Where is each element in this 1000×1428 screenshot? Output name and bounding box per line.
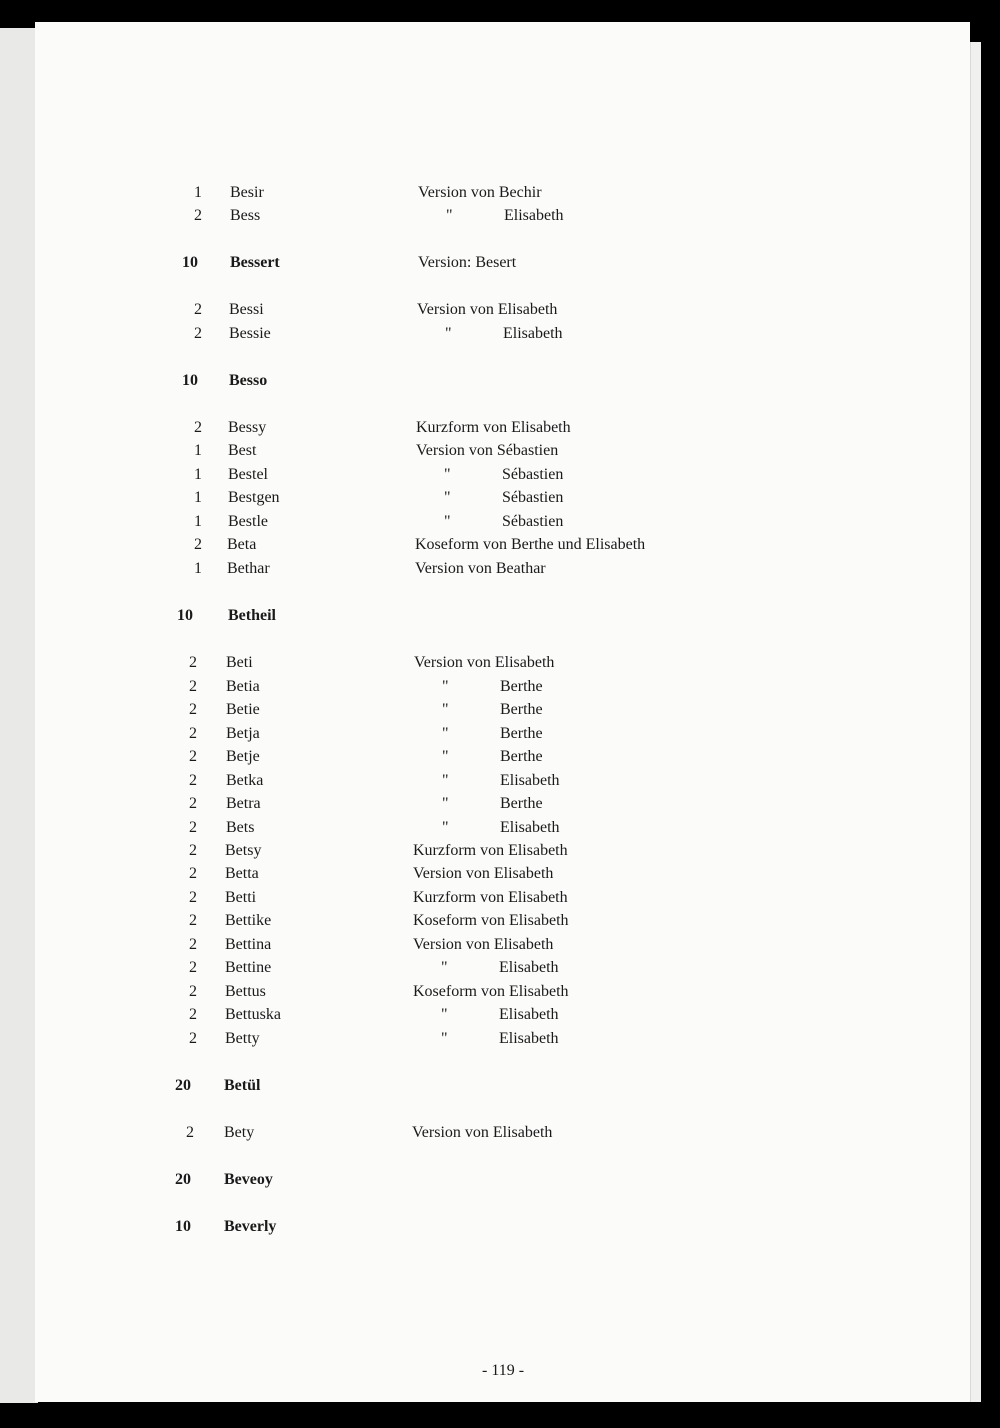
ditto-mark: " <box>441 1006 448 1023</box>
entry-number: 2 <box>194 301 202 318</box>
entry-number: 10 <box>175 1218 191 1235</box>
entry-number: 2 <box>189 795 197 812</box>
list-item <box>0 1218 1000 1240</box>
list-item <box>0 466 1000 488</box>
entry-number: 2 <box>189 842 197 859</box>
entry-number: 1 <box>194 466 202 483</box>
list-item <box>0 184 1000 206</box>
entry-description: Version von Elisabeth <box>414 654 555 671</box>
entry-number: 2 <box>194 207 202 224</box>
entry-description: Sébastien <box>502 466 564 483</box>
list-item <box>0 207 1000 229</box>
list-item <box>0 795 1000 817</box>
entry-description: Version von Bechir <box>418 184 542 201</box>
list-item <box>0 325 1000 347</box>
ditto-mark: " <box>445 325 452 342</box>
list-item <box>0 301 1000 323</box>
list-item <box>0 372 1000 394</box>
list-item <box>0 701 1000 723</box>
entry-number: 2 <box>194 536 202 553</box>
ditto-mark: " <box>441 1030 448 1047</box>
entry-description: Version von Elisabeth <box>417 301 558 318</box>
entry-name: Besso <box>229 372 268 389</box>
entry-name: Betheil <box>228 607 276 624</box>
list-item <box>0 842 1000 864</box>
entry-description: Elisabeth <box>503 325 563 342</box>
entry-number: 2 <box>186 1124 194 1141</box>
entry-name: Bessi <box>229 301 264 318</box>
entry-name: Bestle <box>228 513 268 530</box>
entry-number: 2 <box>189 865 197 882</box>
list-item <box>0 889 1000 911</box>
list-item <box>0 419 1000 441</box>
ditto-mark: " <box>444 466 451 483</box>
entry-description: Elisabeth <box>500 819 560 836</box>
entry-description: Berthe <box>500 748 543 765</box>
entry-name: Betty <box>225 1030 260 1047</box>
entry-description: Berthe <box>500 725 543 742</box>
entry-number: 2 <box>189 748 197 765</box>
entry-description: Elisabeth <box>504 207 564 224</box>
list-item <box>0 725 1000 747</box>
ditto-mark: " <box>441 959 448 976</box>
entry-name: Bettina <box>225 936 272 953</box>
entry-name: Betie <box>226 701 260 718</box>
entry-name: Bess <box>230 207 261 224</box>
entry-number: 10 <box>182 254 198 271</box>
entry-name: Betti <box>225 889 257 906</box>
ditto-mark: " <box>442 795 449 812</box>
entry-name: Betra <box>226 795 261 812</box>
entry-name: Betsy <box>225 842 262 859</box>
page-number: - 119 - <box>482 1362 525 1379</box>
entry-number: 1 <box>194 184 202 201</box>
entry-description: Elisabeth <box>500 772 560 789</box>
list-item <box>0 959 1000 981</box>
entry-number: 1 <box>194 442 202 459</box>
ditto-mark: " <box>442 725 449 742</box>
list-item <box>0 983 1000 1005</box>
entry-description: Elisabeth <box>499 959 559 976</box>
entry-description: Berthe <box>500 678 543 695</box>
entry-number: 2 <box>194 419 202 436</box>
ditto-mark: " <box>442 748 449 765</box>
entry-name: Bessie <box>229 325 271 342</box>
entry-number: 10 <box>177 607 193 624</box>
entry-description: Version von Beathar <box>415 560 546 577</box>
entry-name: Beveoy <box>224 1171 273 1188</box>
entry-number: 1 <box>194 560 202 577</box>
entry-number: 2 <box>189 912 197 929</box>
entry-name: Beverly <box>224 1218 277 1235</box>
entry-number: 2 <box>189 889 197 906</box>
entry-description: Version von Elisabeth <box>412 1124 553 1141</box>
list-item <box>0 1124 1000 1146</box>
ditto-mark: " <box>444 513 451 530</box>
ditto-mark: " <box>442 678 449 695</box>
entry-number: 2 <box>189 1030 197 1047</box>
entry-name: Bessert <box>230 254 280 271</box>
list-item <box>0 678 1000 700</box>
entry-name: Betül <box>224 1077 261 1094</box>
list-item <box>0 536 1000 558</box>
entry-number: 1 <box>194 513 202 530</box>
list-item <box>0 1030 1000 1052</box>
entry-description: Koseform von Elisabeth <box>413 912 569 929</box>
entry-description: Berthe <box>500 701 543 718</box>
list-item <box>0 654 1000 676</box>
entry-name: Betia <box>226 678 260 695</box>
list-item <box>0 560 1000 582</box>
entry-number: 20 <box>175 1077 191 1094</box>
entry-name: Besir <box>230 184 264 201</box>
list-item <box>0 819 1000 841</box>
list-item <box>0 1006 1000 1028</box>
list-item <box>0 513 1000 535</box>
entry-name: Bettuska <box>225 1006 281 1023</box>
entry-name: Beta <box>227 536 257 553</box>
list-item <box>0 865 1000 887</box>
entry-name: Bettike <box>225 912 272 929</box>
entry-description: Elisabeth <box>499 1030 559 1047</box>
list-item <box>0 254 1000 276</box>
entry-description: Kurzform von Elisabeth <box>413 842 568 859</box>
entry-description: Koseform von Elisabeth <box>413 983 569 1000</box>
list-item <box>0 912 1000 934</box>
entry-name: Betta <box>225 865 259 882</box>
entry-number: 2 <box>189 654 197 671</box>
entry-number: 2 <box>189 983 197 1000</box>
list-item <box>0 442 1000 464</box>
entry-number: 2 <box>189 772 197 789</box>
entry-name: Bety <box>224 1124 255 1141</box>
entry-name: Best <box>228 442 257 459</box>
entry-number: 1 <box>194 489 202 506</box>
list-item <box>0 1077 1000 1099</box>
entry-name: Beti <box>226 654 253 671</box>
entry-description: Kurzform von Elisabeth <box>413 889 568 906</box>
list-item <box>0 936 1000 958</box>
entry-number: 2 <box>189 1006 197 1023</box>
entry-number: 2 <box>194 325 202 342</box>
ditto-mark: " <box>442 819 449 836</box>
entry-name: Bestel <box>228 466 268 483</box>
entry-name: Bets <box>226 819 255 836</box>
entry-number: 20 <box>175 1171 191 1188</box>
entry-number: 2 <box>189 819 197 836</box>
entry-name: Bettine <box>225 959 272 976</box>
entry-number: 2 <box>189 701 197 718</box>
entry-name: Bessy <box>228 419 267 436</box>
entry-number: 2 <box>189 959 197 976</box>
entry-description: Sébastien <box>502 513 564 530</box>
list-item <box>0 489 1000 511</box>
entry-number: 2 <box>189 678 197 695</box>
entry-number: 2 <box>189 936 197 953</box>
list-item <box>0 1171 1000 1193</box>
entry-name: Betja <box>226 725 260 742</box>
ditto-mark: " <box>446 207 453 224</box>
list-item <box>0 748 1000 770</box>
entry-number: 10 <box>182 372 198 389</box>
list-item <box>0 772 1000 794</box>
entry-name: Bettus <box>225 983 266 1000</box>
entry-description: Kurzform von Elisabeth <box>416 419 571 436</box>
entry-description: Berthe <box>500 795 543 812</box>
entry-description: Version von Elisabeth <box>413 936 554 953</box>
list-item <box>0 607 1000 629</box>
entry-name: Bethar <box>227 560 270 577</box>
ditto-mark: " <box>442 701 449 718</box>
entry-name: Betka <box>226 772 264 789</box>
ditto-mark: " <box>442 772 449 789</box>
entry-description: Koseform von Berthe und Elisabeth <box>415 536 646 553</box>
entry-number: 2 <box>189 725 197 742</box>
entry-description: Version von Sébastien <box>416 442 559 459</box>
entry-name: Betje <box>226 748 260 765</box>
entry-description: Version: Besert <box>418 254 517 271</box>
ditto-mark: " <box>444 489 451 506</box>
entry-description: Sébastien <box>502 489 564 506</box>
entry-description: Version von Elisabeth <box>413 865 554 882</box>
entry-description: Elisabeth <box>499 1006 559 1023</box>
entry-name: Bestgen <box>228 489 280 506</box>
